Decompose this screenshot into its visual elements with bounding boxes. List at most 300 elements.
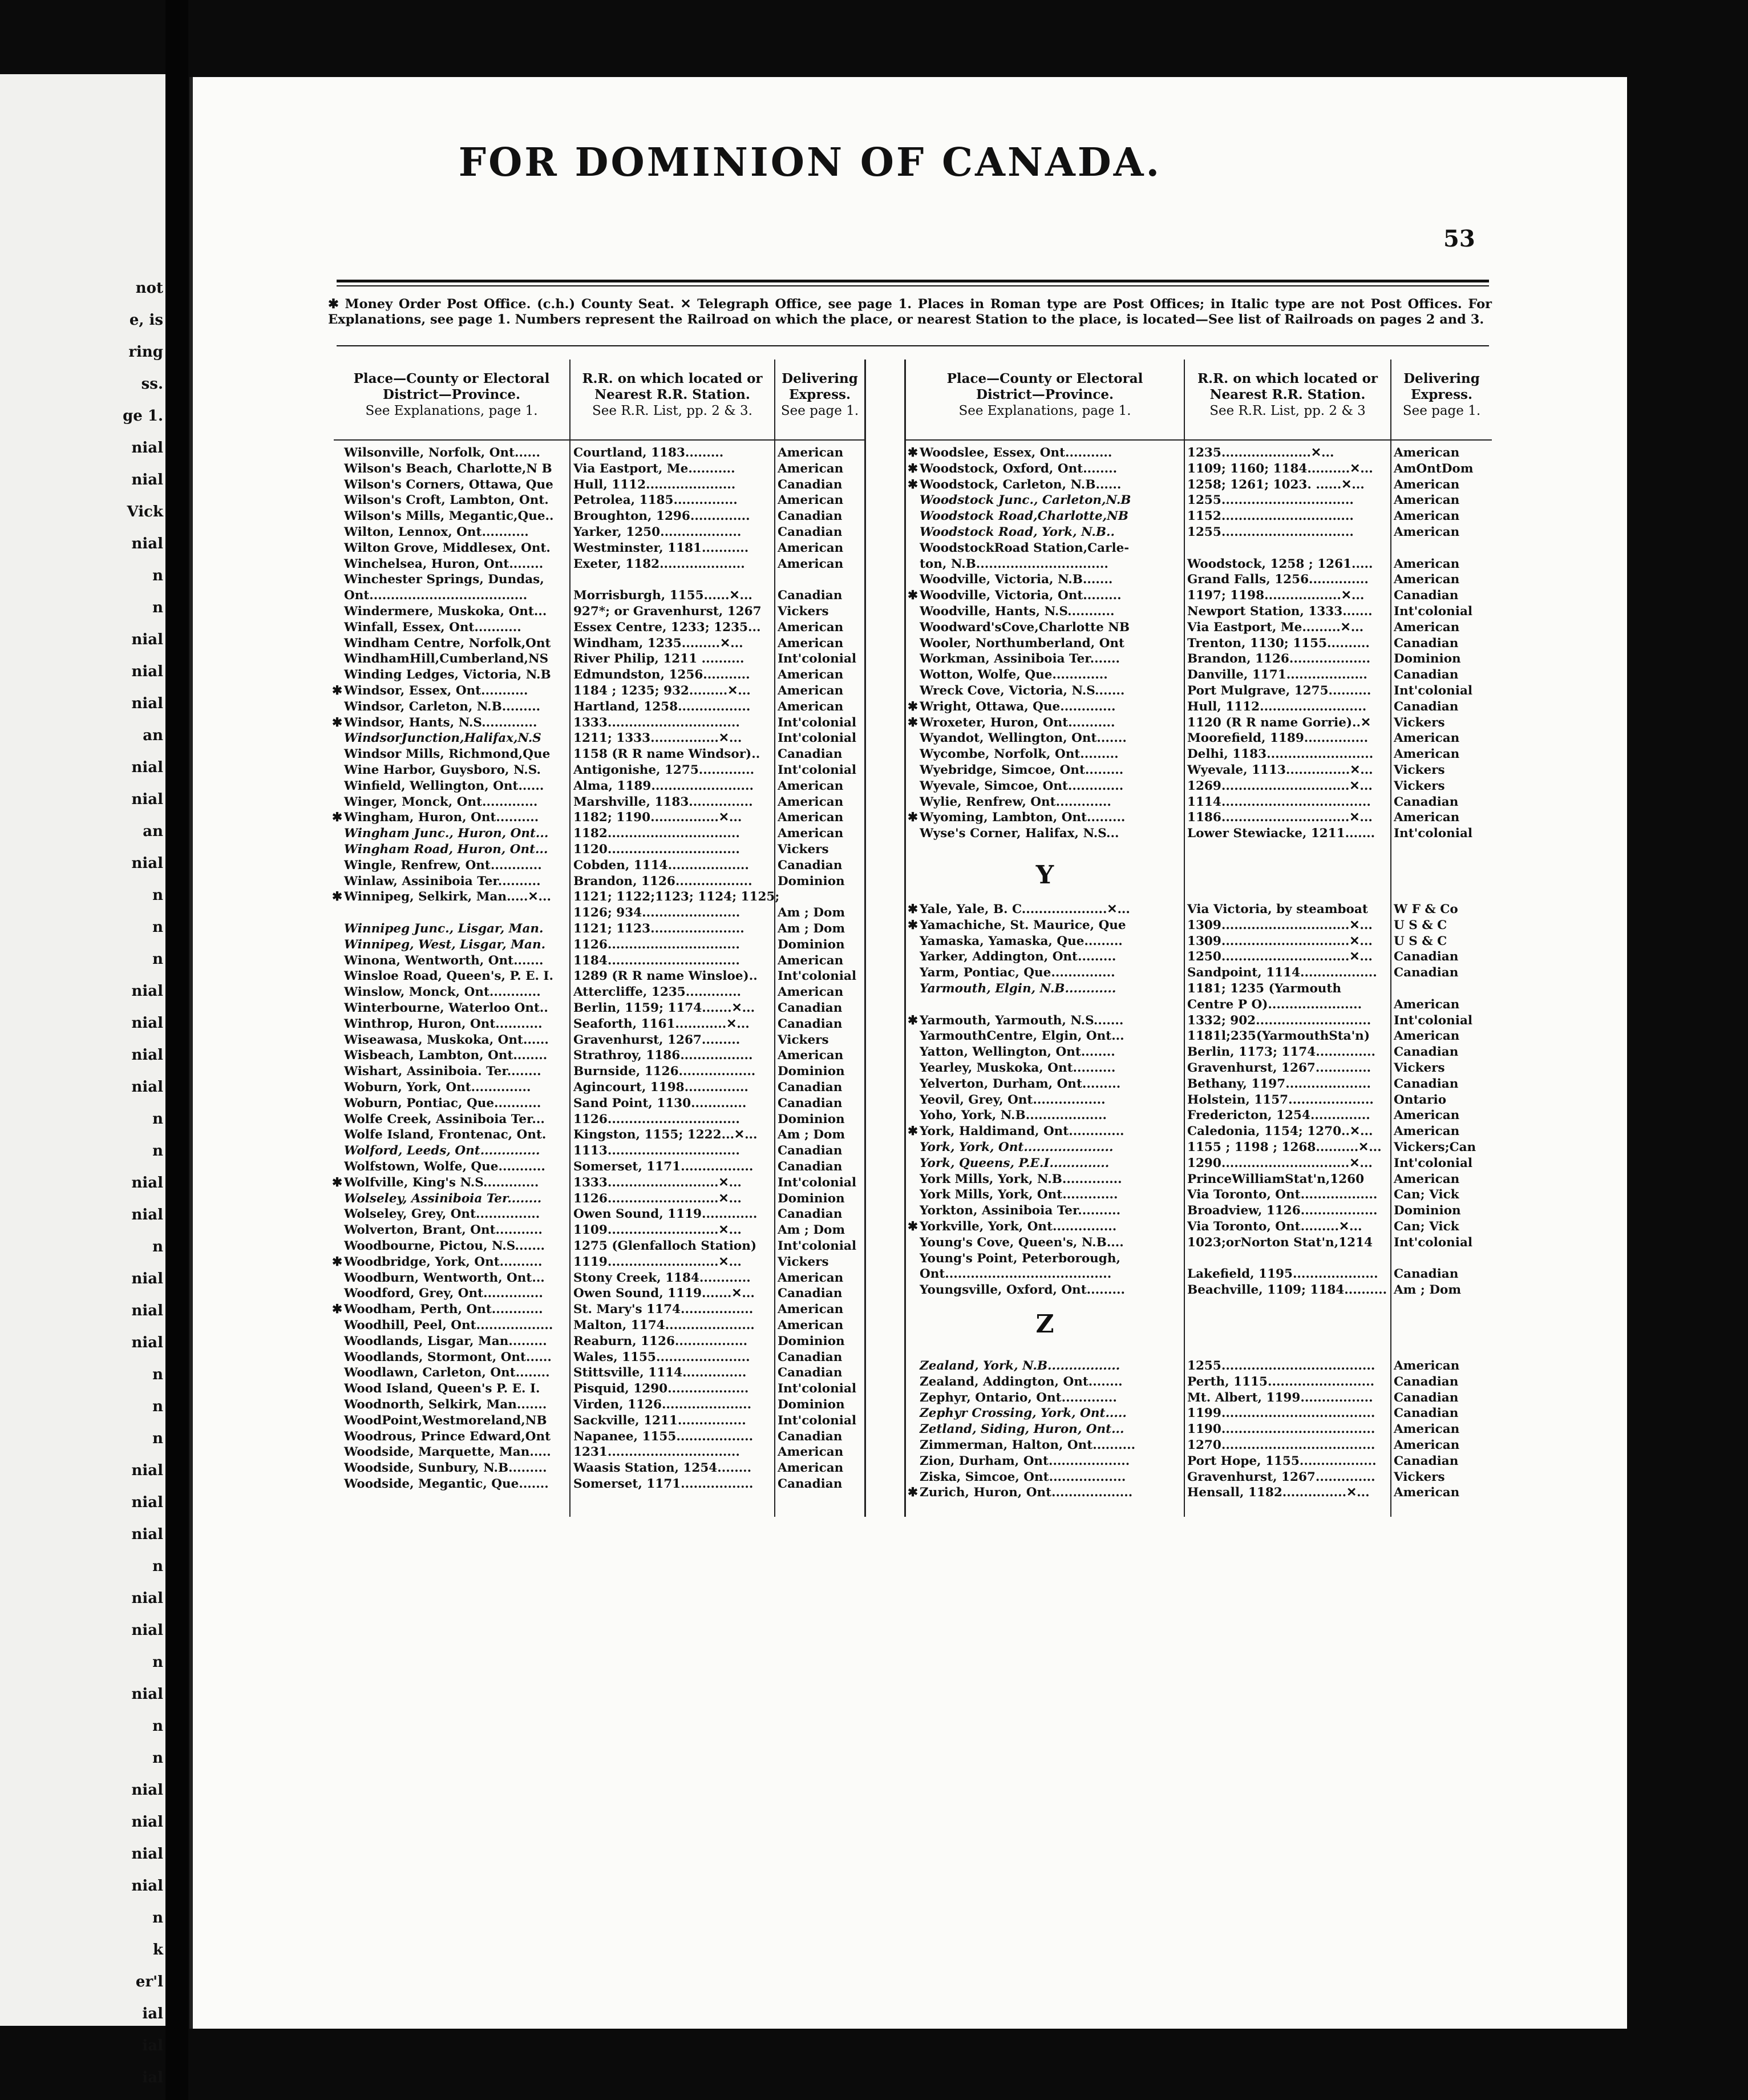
- place-cell: Woodbridge, York, Ont..........: [344, 1254, 543, 1269]
- express-cell: Int'colonial: [778, 1239, 857, 1253]
- express-cell: Ontario: [1394, 1092, 1447, 1107]
- margin-fragment: n: [152, 951, 163, 968]
- place-cell: Ont.......................................: [920, 1267, 1112, 1282]
- place-cell: Woodville, Hants, N.S...........: [920, 604, 1115, 619]
- railroad-cell: Gravenhurst, 1267..............: [1187, 1469, 1375, 1484]
- place-cell: Young's Cove, Queen's, N.B....: [920, 1235, 1124, 1250]
- margin-fragment: an: [143, 727, 163, 744]
- express-cell: Dominion: [1394, 652, 1461, 667]
- express-cell: Canadian: [1394, 1453, 1459, 1468]
- place-cell: Wilton Grove, Middlesex, Ont.: [344, 540, 551, 555]
- express-cell: Vickers: [1394, 715, 1445, 730]
- margin-fragment: nial: [131, 1590, 163, 1607]
- margin-fragment: n: [152, 1430, 163, 1447]
- place-cell: Wotton, Wolfe, Que.............: [920, 668, 1108, 682]
- railroad-cell: Alma, 1189........................: [573, 778, 754, 793]
- table-row: [334, 1060, 1492, 1076]
- place-cell: Zimmerman, Halton, Ont..........: [920, 1438, 1136, 1452]
- express-cell: Dominion: [1394, 1204, 1461, 1218]
- table-row: [334, 524, 1492, 540]
- express-cell: Canadian: [1394, 636, 1459, 651]
- express-cell: Canadian: [778, 1016, 843, 1031]
- table-row: [334, 508, 1492, 524]
- railroad-cell: Mt. Albert, 1199.................: [1187, 1390, 1373, 1405]
- place-cell: Woodnorth, Selkirk, Man.......: [344, 1398, 547, 1412]
- table-row: [334, 934, 1492, 950]
- express-cell: American: [778, 794, 844, 809]
- place-cell: WindsorJunction,Halifax,N.S: [344, 731, 541, 746]
- railroad-cell: 1126...............................: [573, 1112, 740, 1126]
- railroad-cell: 1120 (R R name Gorrie)..✕: [1187, 715, 1371, 730]
- express-cell: Int'colonial: [778, 731, 857, 746]
- railroad-cell: 1182; 1190................✕...: [573, 810, 742, 825]
- table-row: [334, 1453, 1492, 1469]
- table-row: [334, 1421, 1492, 1437]
- railroad-cell: Via Eastport, Me.........✕...: [1187, 620, 1364, 635]
- section-letter-z: Z: [1035, 1310, 1054, 1339]
- railroad-cell: Pisquid, 1290...................: [573, 1382, 749, 1396]
- table-row: [334, 997, 1492, 1013]
- table-row: [334, 1108, 1492, 1124]
- railroad-cell: Hartland, 1258.................: [573, 699, 751, 714]
- table-row: [334, 667, 1492, 683]
- place-cell: Zetland, Siding, Huron, Ont...: [920, 1422, 1124, 1437]
- railroad-cell: 1023;orNorton Stat'n,1214: [1187, 1235, 1373, 1250]
- railroad-cell: Seaforth, 1161............✕...: [573, 1016, 750, 1031]
- express-cell: Dominion: [778, 937, 845, 952]
- margin-fragment: ge 1.: [123, 407, 163, 425]
- express-cell: U S & C: [1394, 934, 1447, 948]
- place-cell: Wroxeter, Huron, Ont...........: [920, 715, 1115, 730]
- row-marker: ✱: [331, 1302, 342, 1317]
- header-line: R.R. on which located or: [582, 371, 763, 386]
- place-cell: Yale, Yale, B. C....................✕...: [920, 902, 1130, 916]
- express-cell: American: [778, 810, 844, 825]
- margin-fragment: nial: [131, 1302, 163, 1319]
- express-cell: American: [1394, 493, 1460, 508]
- margin-fragment: n: [152, 1238, 163, 1255]
- railroad-cell: 1181; 1235 (Yarmouth: [1187, 982, 1341, 996]
- express-cell: Canadian: [1394, 1076, 1459, 1091]
- express-cell: Canadian: [1394, 1374, 1459, 1389]
- place-cell: Workman, Assiniboia Ter.......: [920, 652, 1120, 667]
- express-cell: Canadian: [1394, 699, 1459, 714]
- express-cell: Dominion: [778, 1398, 845, 1412]
- margin-fragment: ss.: [141, 375, 163, 393]
- row-marker: ✱: [907, 810, 918, 825]
- row-marker: ✱: [907, 918, 918, 932]
- header-line: R.R. on which located or: [1197, 371, 1378, 386]
- table-row: [334, 1156, 1492, 1172]
- railroad-cell: Trenton, 1130; 1155..........: [1187, 636, 1370, 651]
- express-cell: Am ; Dom: [778, 1128, 845, 1142]
- place-cell: Wiseawasa, Muskoka, Ont......: [344, 1032, 549, 1047]
- table-row: [334, 683, 1492, 699]
- express-cell: American: [778, 620, 844, 635]
- express-cell: American: [1394, 1485, 1460, 1500]
- margin-fragment: nial: [131, 535, 163, 552]
- express-cell: American: [1394, 1029, 1460, 1044]
- header-line: District—Province.: [383, 387, 520, 402]
- express-cell: Canadian: [778, 1080, 843, 1095]
- table-row: [334, 746, 1492, 762]
- railroad-cell: Brandon, 1126..................: [573, 874, 752, 889]
- margin-fragment: an: [143, 823, 163, 840]
- express-cell: Vickers: [778, 1254, 829, 1269]
- place-cell: Winchelsea, Huron, Ont........: [344, 556, 544, 571]
- place-cell: Woodstock Junc., Carleton,N.B: [920, 493, 1131, 508]
- row-marker: ✱: [331, 1254, 342, 1269]
- row-marker: ✱: [907, 1013, 918, 1028]
- place-cell: Woodside, Megantic, Que.......: [344, 1477, 549, 1491]
- place-cell: Wingham Road, Huron, Ont...: [344, 842, 548, 857]
- express-cell: Int'colonial: [778, 969, 857, 984]
- place-cell: Woodbourne, Pictou, N.S.......: [344, 1239, 545, 1253]
- railroad-cell: Napanee, 1155..................: [573, 1429, 754, 1444]
- margin-fragment: nial: [131, 791, 163, 808]
- margin-fragment: n: [152, 919, 163, 936]
- margin-fragment: nial: [131, 1494, 163, 1511]
- railroad-cell: 1332; 902...........................: [1187, 1013, 1371, 1028]
- margin-fragment: n: [152, 1366, 163, 1383]
- left-page-fragment: [0, 74, 165, 2086]
- express-cell: Int'colonial: [778, 652, 857, 667]
- margin-fragment: n: [152, 1654, 163, 1671]
- header-line: Express.: [789, 387, 851, 402]
- legend: ✱ Money Order Post Office. (c.h.) County Seat. ✕ Telegraph Office, see page 1. Places in Roman type are Post Offices; in Italic type are not Post Offices. For Explanations, see page 1. Numbers represent the Railroad on which the place, or nearest Station to the place, is located—See list of Railroads on pages 2 and 3.: [328, 297, 1492, 327]
- railroad-cell: Broughton, 1296..............: [573, 509, 750, 524]
- table-row: [334, 651, 1492, 667]
- railroad-cell: Brandon, 1126...................: [1187, 652, 1371, 667]
- table-row: [334, 918, 1492, 934]
- margin-fragment: n: [152, 1142, 163, 1160]
- railroad-cell: Somerset, 1171.................: [573, 1160, 754, 1174]
- margin-fragment: nial: [131, 1814, 163, 1831]
- express-cell: American: [1394, 446, 1460, 460]
- railroad-cell: Berlin, 1159; 1174.......✕...: [573, 1001, 755, 1015]
- margin-fragment: nial: [131, 983, 163, 1000]
- margin-fragment: n: [152, 1398, 163, 1415]
- railroad-cell: 1126..........................✕...: [573, 1191, 742, 1206]
- express-cell: American: [778, 953, 844, 968]
- place-cell: York, York, Ont.....................: [920, 1140, 1114, 1154]
- place-cell: Yorkville, York, Ont...............: [920, 1219, 1117, 1234]
- place-cell: Woodlawn, Carleton, Ont........: [344, 1366, 550, 1380]
- railroad-cell: Berlin, 1173; 1174..............: [1187, 1045, 1376, 1060]
- express-cell: American: [1394, 509, 1460, 524]
- express-cell: American: [1394, 1422, 1460, 1437]
- railroad-cell: 1155 ; 1198 ; 1268..........✕...: [1187, 1140, 1382, 1154]
- table-row: [334, 1235, 1492, 1251]
- railroad-cell: 1309..............................✕...: [1187, 934, 1373, 948]
- railroad-cell: Broadview, 1126..................: [1187, 1204, 1378, 1218]
- place-cell: Windsor, Hants, N.S.............: [344, 715, 537, 730]
- express-cell: American: [1394, 810, 1460, 825]
- express-cell: Int'colonial: [1394, 684, 1473, 698]
- place-cell: Woburn, Pontiac, Que...........: [344, 1096, 541, 1110]
- express-cell: American: [1394, 525, 1460, 539]
- page-title: FOR DOMINION OF CANADA.: [458, 140, 1162, 185]
- railroad-cell: Perth, 1115.........................: [1187, 1374, 1375, 1389]
- table-row: [334, 1469, 1492, 1485]
- place-cell: Zealand, Addington, Ont........: [920, 1374, 1123, 1389]
- railroad-cell: Westminster, 1181...........: [573, 540, 749, 555]
- margin-fragment: Vick: [127, 503, 163, 520]
- express-cell: Canadian: [1394, 1406, 1459, 1421]
- railroad-cell: Edmundston, 1256...........: [573, 668, 750, 682]
- table-row: [334, 1358, 1492, 1374]
- table-row: [334, 902, 1492, 918]
- express-cell: American: [778, 985, 844, 1000]
- table-row: [334, 1124, 1492, 1140]
- header-subline: See R.R. List, pp. 2 & 3.: [592, 403, 752, 418]
- place-cell: Woodhill, Peel, Ont..................: [344, 1318, 553, 1332]
- express-cell: Int'colonial: [778, 1382, 857, 1396]
- railroad-cell: Morrisburgh, 1155......✕...: [573, 588, 752, 603]
- place-cell: Wilson's Mills, Megantic,Que..: [344, 509, 554, 524]
- express-cell: American: [1394, 620, 1460, 635]
- express-cell: American: [778, 636, 844, 651]
- margin-fragment: nial: [131, 695, 163, 712]
- place-cell: Yamachiche, St. Maurice, Que: [920, 918, 1126, 932]
- express-cell: Dominion: [778, 1112, 845, 1126]
- railroad-cell: Yarker, 1250...................: [573, 525, 742, 539]
- railroad-cell: 1199....................................: [1187, 1406, 1375, 1421]
- margin-fragment: nial: [131, 439, 163, 457]
- place-cell: Windsor Mills, Richmond,Que: [344, 747, 551, 762]
- express-cell: Int'colonial: [778, 1175, 857, 1190]
- railroad-cell: Reaburn, 1126.................: [573, 1334, 748, 1348]
- railroad-cell: Hull, 1112.........................: [1187, 699, 1367, 714]
- place-cell: Yatton, Wellington, Ont........: [920, 1045, 1115, 1060]
- place-cell: Ont.....................................: [344, 588, 528, 603]
- express-cell: U S & C: [1394, 918, 1447, 932]
- express-column-header: [775, 371, 864, 419]
- railroad-cell: Marshville, 1183...............: [573, 794, 753, 809]
- express-cell: Int'colonial: [1394, 604, 1473, 619]
- express-cell: American: [778, 668, 844, 682]
- railroad-cell: 1113...............................: [573, 1144, 740, 1158]
- express-cell: Vickers: [1394, 1469, 1445, 1484]
- place-cell: Wylie, Renfrew, Ont.............: [920, 794, 1111, 809]
- express-cell: Can; Vick: [1394, 1219, 1459, 1234]
- header-line: Express.: [1411, 387, 1472, 402]
- place-cell: York, Haldimand, Ont.............: [920, 1124, 1124, 1139]
- express-cell: Canadian: [1394, 1045, 1459, 1060]
- railroad-cell: 1152...............................: [1187, 509, 1354, 524]
- express-cell: Canadian: [1394, 1267, 1459, 1282]
- express-cell: Dominion: [778, 1064, 845, 1079]
- row-marker: ✱: [331, 890, 342, 904]
- place-cell: Woodburn, Wentworth, Ont...: [344, 1270, 545, 1285]
- margin-fragment: nial: [131, 1622, 163, 1639]
- table-row: [334, 1172, 1492, 1188]
- place-cell: Zephyr Crossing, York, Ont.....: [920, 1406, 1127, 1421]
- place-cell: Wyoming, Lambton, Ont.........: [920, 810, 1126, 825]
- place-cell: Woodslee, Essex, Ont...........: [920, 446, 1112, 460]
- railroad-cell: Via Toronto, Ont..................: [1187, 1188, 1378, 1202]
- express-cell: American: [778, 1048, 844, 1063]
- railroad-cell: Stony Creek, 1184............: [573, 1270, 751, 1285]
- margin-fragment: ial: [142, 2005, 163, 2022]
- railroad-cell: 1184...............................: [573, 953, 740, 968]
- place-cell: Winlaw, Assiniboia Ter..........: [344, 874, 541, 889]
- railroad-cell: 1333..........................✕...: [573, 1175, 742, 1190]
- railroad-cell: Fredericton, 1254..............: [1187, 1108, 1370, 1123]
- express-cell: Canadian: [1394, 966, 1459, 980]
- row-marker: ✱: [331, 715, 342, 730]
- railroad-cell: Beachville, 1109; 1184..........: [1187, 1283, 1387, 1298]
- margin-fragment: nial: [131, 1845, 163, 1863]
- express-cell: Am ; Dom: [778, 922, 845, 936]
- margin-fragment: k: [152, 1941, 163, 1958]
- railroad-cell: Grand Falls, 1256..............: [1187, 572, 1369, 587]
- page-number: 53: [1443, 225, 1475, 252]
- express-cell: American: [1394, 1172, 1460, 1186]
- margin-fragment: nial: [131, 471, 163, 488]
- railroad-cell: 1158 (R R name Windsor)..: [573, 747, 760, 762]
- place-cell: Woodrous, Prince Edward,Ont: [344, 1429, 551, 1444]
- express-cell: Vickers: [778, 842, 829, 857]
- place-cell: Yearley, Muskoka, Ont..........: [920, 1061, 1116, 1075]
- railroad-column-header: [570, 371, 774, 419]
- express-cell: Canadian: [778, 1477, 843, 1491]
- express-cell: American: [1394, 572, 1460, 587]
- place-cell: Woodstock Road,Charlotte,NB: [920, 509, 1128, 524]
- place-cell: Woodlands, Stormont, Ont......: [344, 1350, 552, 1364]
- express-cell: Vickers: [1394, 763, 1445, 777]
- place-cell: Wilsonville, Norfolk, Ont......: [344, 446, 540, 460]
- railroad-cell: Sand Point, 1130.............: [573, 1096, 747, 1110]
- header-line: Place—County or Electoral: [946, 371, 1143, 386]
- railroad-cell: 1186..............................✕...: [1187, 810, 1373, 825]
- place-cell: Wooler, Northumberland, Ont: [920, 636, 1124, 651]
- railroad-cell: Caledonia, 1154; 1270..✕...: [1187, 1124, 1373, 1139]
- table-row: [334, 620, 1492, 636]
- place-cell: Winchester Springs, Dundas,: [344, 572, 544, 587]
- place-cell: Wyebridge, Simcoe, Ont.........: [920, 763, 1124, 777]
- express-cell: American: [778, 826, 844, 841]
- place-cell: Winona, Wentworth, Ont.......: [344, 953, 544, 968]
- table-row: [334, 949, 1492, 965]
- place-cell: Wolfe Creek, Assiniboia Ter...: [344, 1112, 545, 1126]
- margin-fragment: n: [152, 567, 163, 584]
- express-cell: W F & Co: [1394, 902, 1458, 916]
- table-row: [334, 1219, 1492, 1235]
- table-row: [334, 556, 1492, 572]
- table-row: [334, 1187, 1492, 1203]
- railroad-cell: 1258; 1261; 1023. ......✕...: [1187, 477, 1365, 492]
- railroad-cell: 1333...............................: [573, 715, 740, 730]
- railroad-cell: 1109; 1160; 1184..........✕...: [1187, 461, 1373, 476]
- railroad-cell: Gravenhurst, 1267.........: [573, 1032, 741, 1047]
- row-marker: ✱: [907, 1124, 918, 1139]
- place-cell: Winding Ledges, Victoria, N.B: [344, 668, 551, 682]
- place-cell: Woodville, Victoria, Ont.........: [920, 588, 1122, 603]
- place-cell: Wishart, Assiniboia. Ter........: [344, 1064, 541, 1079]
- table-row: [334, 1437, 1492, 1453]
- express-cell: American: [1394, 477, 1460, 492]
- place-cell: Yarmouth, Elgin, N.B............: [920, 982, 1116, 996]
- margin-fragment: nial: [131, 1174, 163, 1192]
- railroad-cell: Sandpoint, 1114..................: [1187, 966, 1377, 980]
- place-cell: Yarmouth, Yarmouth, N.S.......: [920, 1013, 1124, 1028]
- railroad-cell: Woodstock, 1258 ; 1261.....: [1187, 556, 1373, 571]
- margin-fragment: n: [152, 1718, 163, 1735]
- express-cell: American: [778, 1445, 844, 1460]
- railroad-cell: 1211; 1333................✕...: [573, 731, 742, 746]
- place-cell: Yarm, Pontiac, Que...............: [920, 966, 1115, 980]
- header-line: Delivering: [782, 371, 858, 386]
- express-cell: Dominion: [778, 1191, 845, 1206]
- place-cell: Windermere, Muskoka, Ont...: [344, 604, 547, 619]
- header-subline: See R.R. List, pp. 2 & 3: [1209, 403, 1366, 418]
- margin-fragment: ial: [142, 2069, 163, 2086]
- place-cell: Woodlands, Lisgar, Man.........: [344, 1334, 547, 1348]
- express-cell: American: [778, 461, 844, 476]
- railroad-cell: Kingston, 1155; 1222...✕...: [573, 1128, 758, 1142]
- railroad-cell: Newport Station, 1333.......: [1187, 604, 1373, 619]
- place-cell: Wycombe, Norfolk, Ont.........: [920, 747, 1119, 762]
- table-row: [334, 1140, 1492, 1156]
- express-cell: Canadian: [778, 1366, 843, 1380]
- express-cell: Canadian: [778, 1096, 843, 1110]
- express-cell: American: [1394, 1108, 1460, 1123]
- place-cell: Winterbourne, Waterloo Ont..: [344, 1001, 548, 1015]
- place-cell: Windham Centre, Norfolk,Ont: [344, 636, 551, 651]
- margin-fragment: n: [152, 1750, 163, 1767]
- express-cell: Canadian: [778, 525, 843, 539]
- place-cell: Wyevale, Simcoe, Ont.............: [920, 778, 1124, 793]
- railroad-cell: 1126...............................: [573, 937, 740, 952]
- place-cell: Wyse's Corner, Halifax, N.S...: [920, 826, 1119, 841]
- express-cell: American: [778, 778, 844, 793]
- row-marker: ✱: [331, 810, 342, 825]
- railroad-cell: 1289 (R R name Winsloe)..: [573, 969, 758, 984]
- railroad-cell: Port Mulgrave, 1275..........: [1187, 684, 1371, 698]
- place-cell: Wreck Cove, Victoria, N.S.......: [920, 684, 1125, 698]
- margin-fragment: nial: [131, 855, 163, 872]
- railroad-cell: Via Toronto, Ont.........✕...: [1187, 1219, 1362, 1234]
- railroad-cell: Sackville, 1211................: [573, 1413, 746, 1428]
- place-cell: Zealand, York, N.B.................: [920, 1359, 1120, 1373]
- margin-fragment: nial: [131, 1686, 163, 1703]
- place-cell: WoodPoint,Westmoreland,NB: [344, 1413, 547, 1428]
- railroad-cell: 1119..........................✕...: [573, 1254, 742, 1269]
- place-cell: Wright, Ottawa, Que.............: [920, 699, 1116, 714]
- railroad-cell: 1255....................................: [1187, 1359, 1375, 1373]
- express-cell: Int'colonial: [778, 763, 857, 777]
- place-cell: Wolseley, Grey, Ont...............: [344, 1207, 540, 1222]
- railroad-cell: Stittsville, 1114...............: [573, 1366, 747, 1380]
- express-cell: Vickers: [1394, 1061, 1445, 1075]
- railroad-cell: 1120...............................: [573, 842, 740, 857]
- place-cell: Wolseley, Assiniboia Ter........: [344, 1191, 542, 1206]
- railroad-cell: Owen Sound, 1119.............: [573, 1207, 758, 1222]
- railroad-cell: 1275 (Glenfalloch Station): [573, 1239, 757, 1253]
- place-cell: Zephyr, Ontario, Ont.............: [920, 1390, 1117, 1405]
- express-cell: Can; Vick: [1394, 1188, 1459, 1202]
- railroad-cell: Courtland, 1183.........: [573, 446, 724, 460]
- railroad-cell: 1235.....................✕...: [1187, 446, 1334, 460]
- place-cell: Ziska, Simcoe, Ont..................: [920, 1469, 1126, 1484]
- railroad-cell: 1231...............................: [573, 1445, 740, 1460]
- place-cell: Winnipeg Junc., Lisgar, Man.: [344, 922, 544, 936]
- railroad-cell: Burnside, 1126..................: [573, 1064, 756, 1079]
- place-cell: Woburn, York, Ont..............: [344, 1080, 531, 1095]
- express-cell: Canadian: [778, 1350, 843, 1364]
- place-cell: York Mills, York, Ont.............: [920, 1188, 1118, 1202]
